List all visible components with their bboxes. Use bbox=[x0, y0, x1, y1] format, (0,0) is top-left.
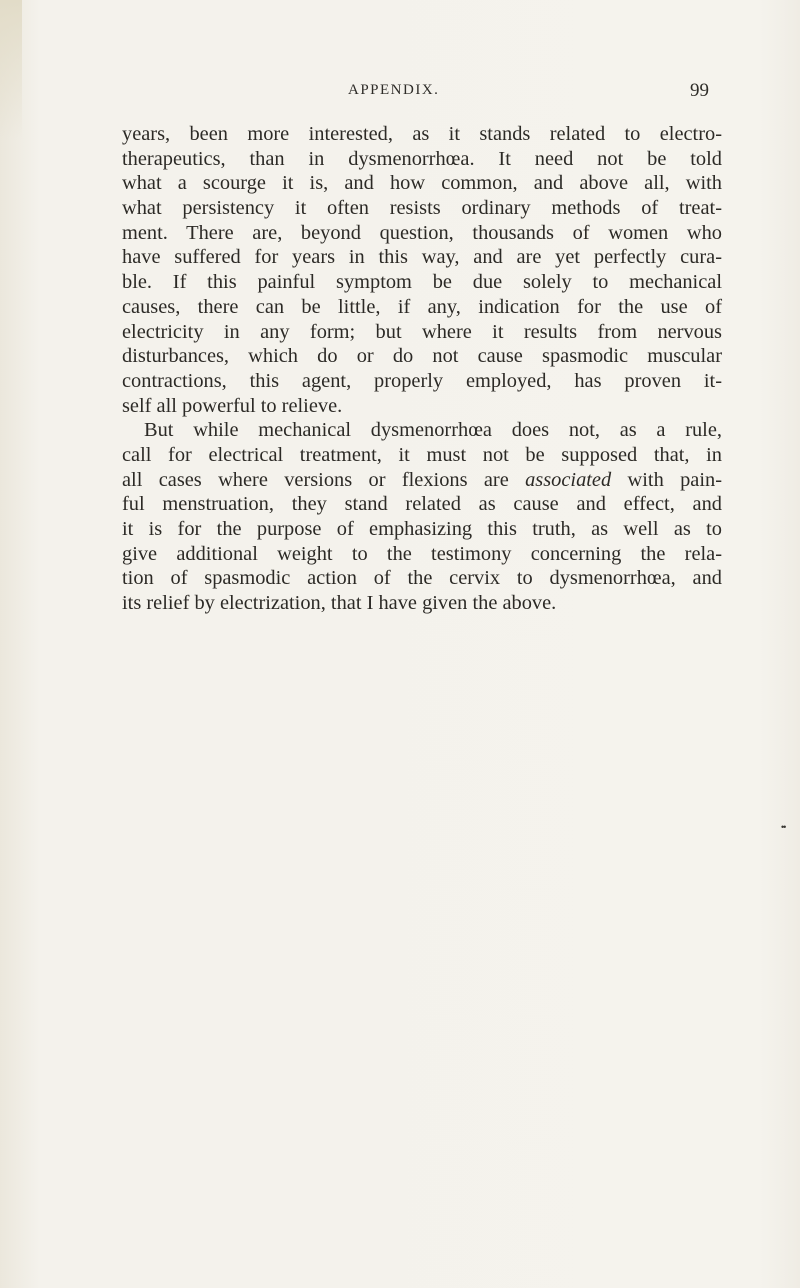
text-line: ble. If this painful symptom be due solely to mechanical bbox=[122, 271, 722, 294]
page-number: 99 bbox=[690, 80, 709, 101]
running-head bbox=[0, 82, 800, 110]
text-line: self all powerful to relieve. bbox=[122, 394, 343, 417]
text-line: ful menstruation, they stand related as cause and effect, and bbox=[122, 493, 722, 516]
text-line: contractions, this agent, properly employed, has proven it- bbox=[122, 369, 722, 392]
page-edge-stain bbox=[0, 0, 22, 140]
italic-emphasis: associated bbox=[525, 468, 612, 491]
text-line: tion of spasmodic action of the cervix to dysmenorrhœa, and bbox=[122, 567, 722, 590]
text-line bbox=[122, 468, 722, 493]
text-line: causes, there can be little, if any, indication for the use of bbox=[122, 295, 722, 318]
paragraph-1 bbox=[122, 122, 722, 418]
text-run: all cases where versions or flexions are bbox=[122, 468, 526, 491]
text-line: therapeutics, than in dysmenorrhœa. It need not be told bbox=[122, 147, 722, 170]
text-run: with pain- bbox=[611, 468, 723, 491]
text-line: give additional weight to the testimony concerning the rela- bbox=[122, 542, 722, 565]
text-line: call for electrical treatment, it must not be supposed that, in bbox=[122, 443, 722, 466]
body-text bbox=[122, 122, 722, 616]
text-line: But while mechanical dysmenorrhœa does not, as a rule, bbox=[144, 419, 722, 442]
text-line: electricity in any form; but where it results from nervous bbox=[122, 320, 722, 343]
text-line: what persistency it often resists ordinary methods of treat- bbox=[122, 197, 722, 220]
text-line: have suffered for years in this way, and are yet perfectly cura- bbox=[122, 246, 722, 269]
text-line: its relief by electrization, that I have given the above. bbox=[122, 592, 557, 615]
text-line: it is for the purpose of emphasizing this truth, as well as to bbox=[122, 518, 722, 540]
text-line: years, been more interested, as it stands related to electro- bbox=[122, 123, 722, 145]
text-line: disturbances, which do or do not cause spasmodic muscular bbox=[122, 345, 722, 368]
running-head-title: APPENDIX. bbox=[348, 82, 440, 98]
margin-mark: •• bbox=[781, 822, 786, 832]
paragraph-2 bbox=[122, 418, 722, 616]
text-line: what a scourge it is, and how common, and above all, with bbox=[122, 172, 722, 195]
text-line: ment. There are, beyond question, thousands of women who bbox=[122, 221, 722, 244]
